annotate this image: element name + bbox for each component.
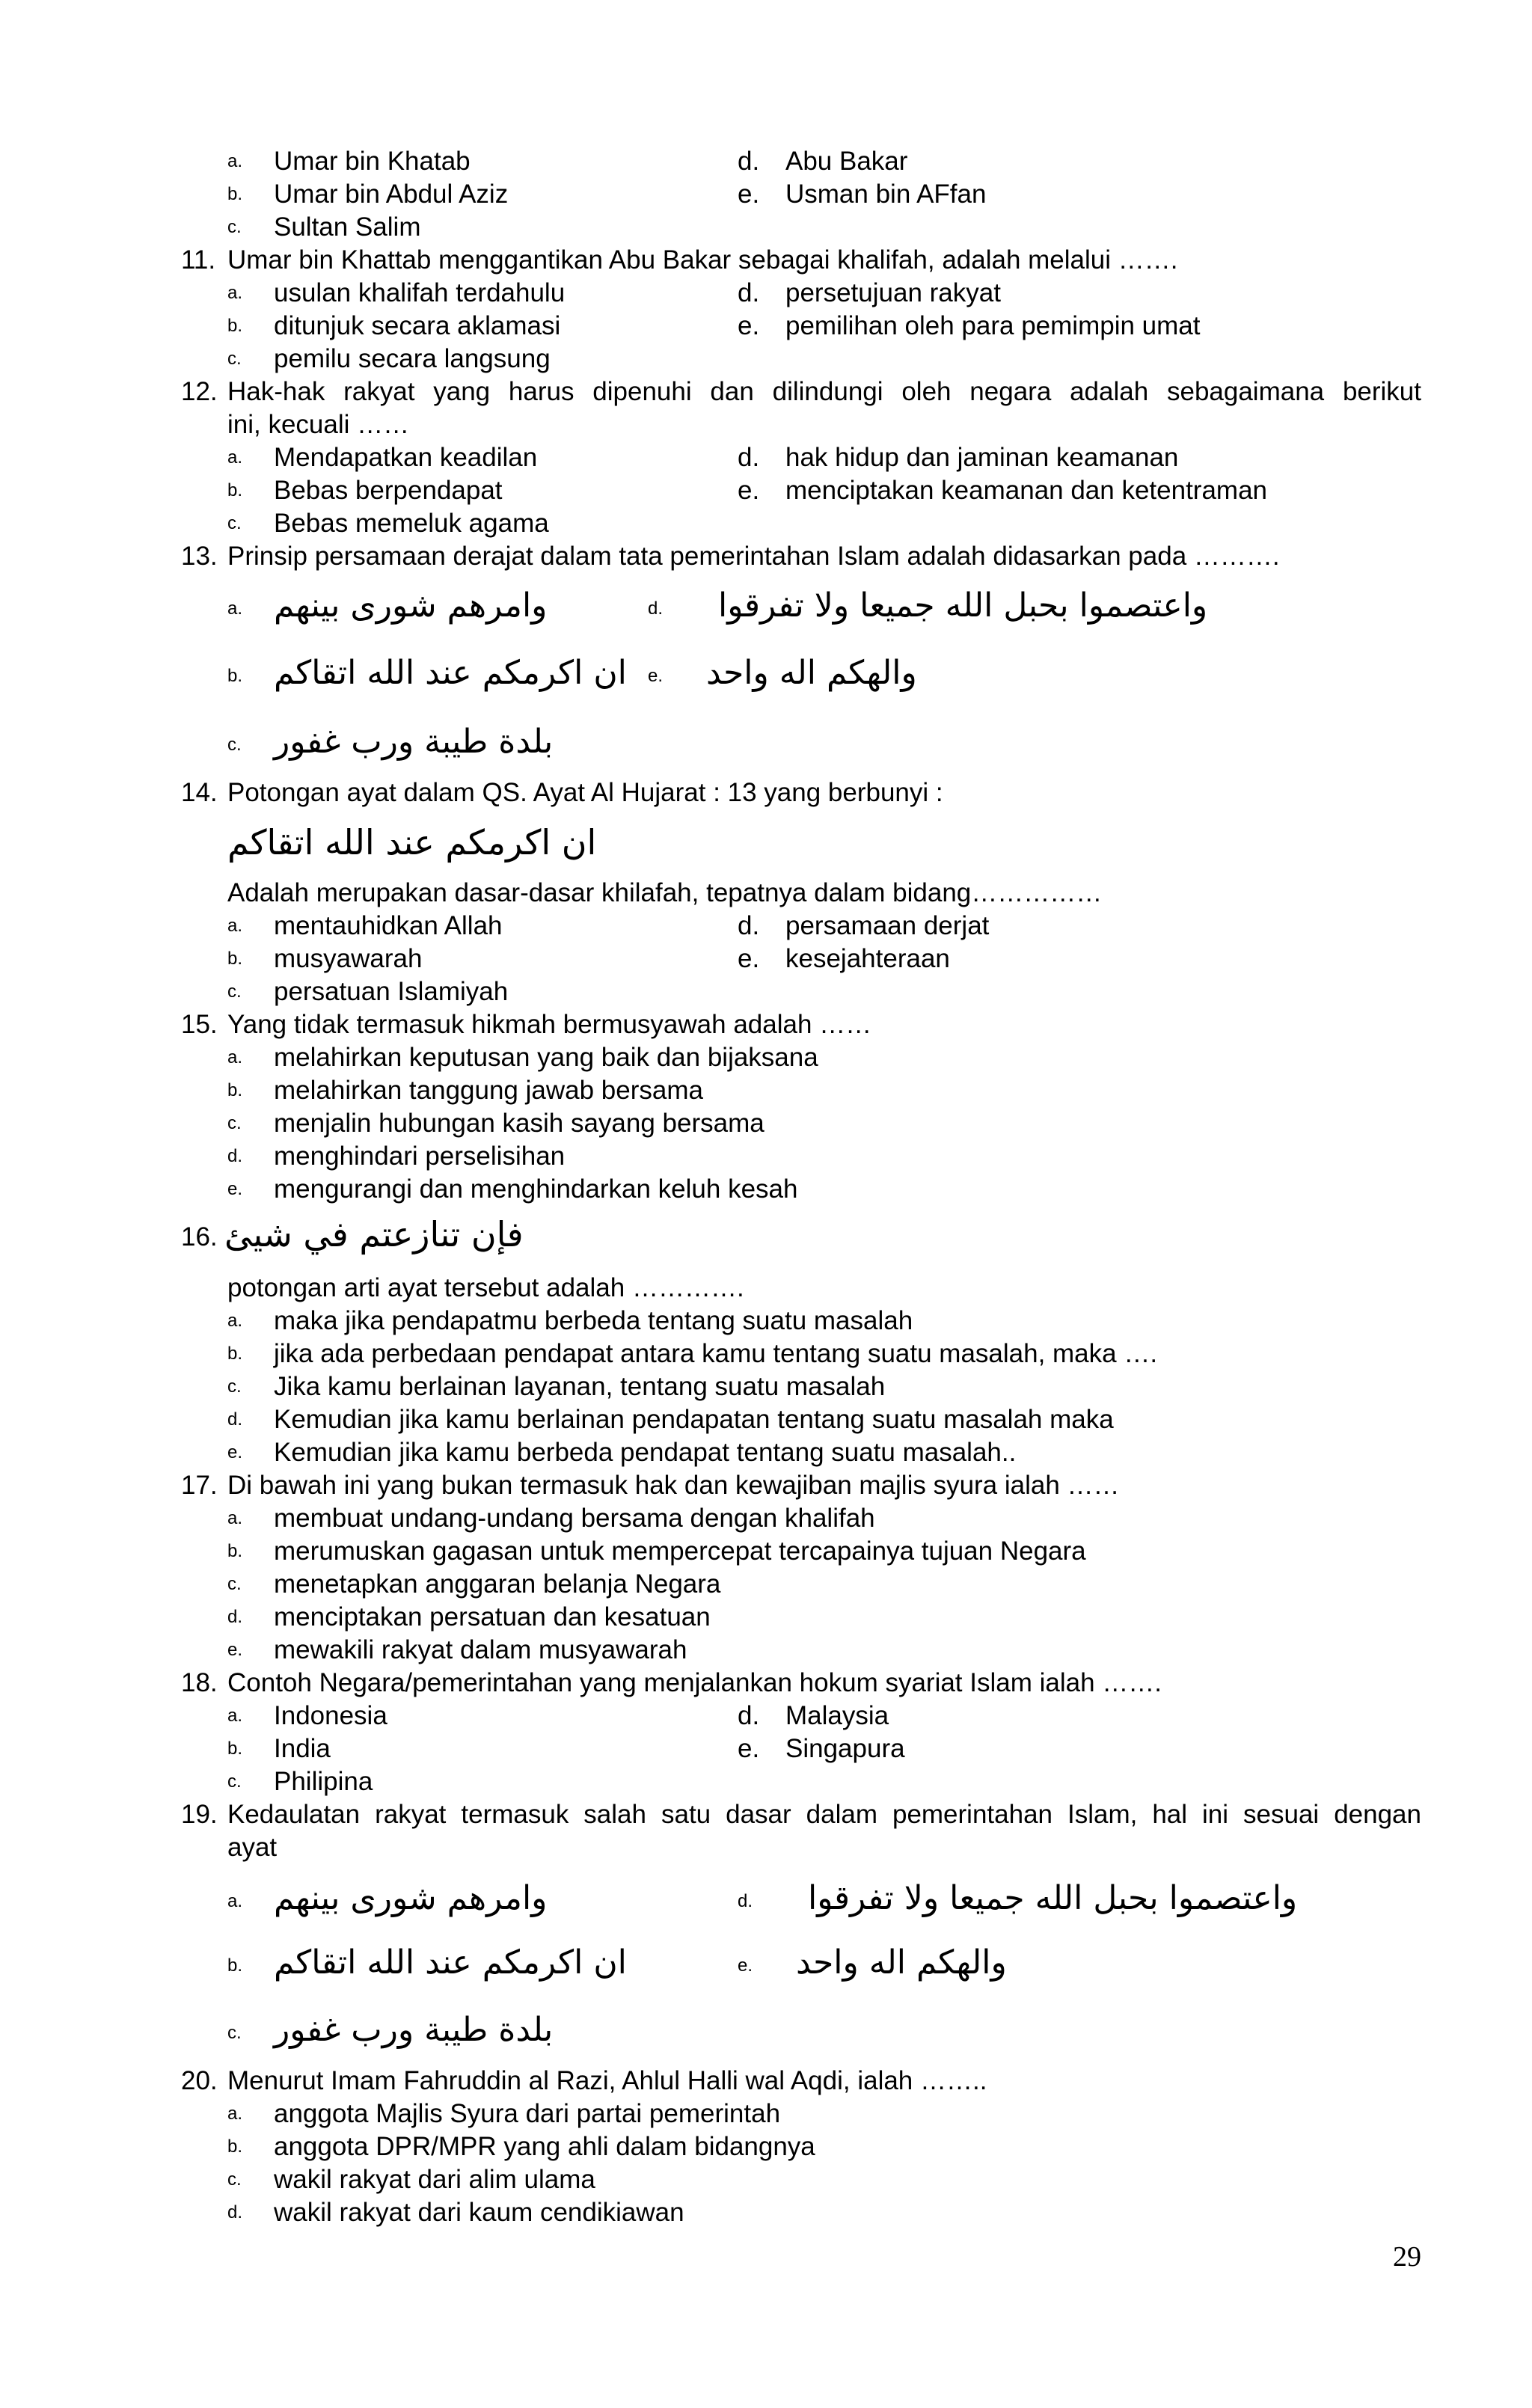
option-letter: c. xyxy=(227,2169,242,2190)
option-text: jika ada perbedaan pendapat antara kamu tentang suatu masalah, maka …. xyxy=(274,1339,1158,1368)
option-text: Usman bin AFfan xyxy=(785,180,987,209)
option-letter: e. xyxy=(738,1734,760,1763)
arabic-option: واعتصموا بحبل الله جميعا ولا تفرقوا xyxy=(718,586,1208,625)
option-text: wakil rakyat dari kaum cendikiawan xyxy=(274,2198,684,2227)
option-letter: d. xyxy=(227,2202,243,2222)
question-number: 18. xyxy=(181,1668,218,1697)
question-text: ayat xyxy=(227,1833,278,1862)
option-letter: d. xyxy=(227,1607,243,1627)
option-letter: b. xyxy=(227,1344,243,1364)
question-text: Prinsip persamaan derajat dalam tata pemerintahan Islam adalah didasarkan pada ………. xyxy=(227,542,1280,571)
option-text: pemilu secara langsung xyxy=(274,344,551,373)
question-number: 11. xyxy=(181,245,216,275)
option-letter: e. xyxy=(738,180,760,209)
option-text: Bebas berpendapat xyxy=(274,476,503,505)
option-letter: b. xyxy=(227,1541,243,1561)
option-text: Indonesia xyxy=(274,1701,387,1730)
option-text: hak hidup dan jaminan keamanan xyxy=(785,443,1179,472)
option-text: India xyxy=(274,1734,331,1763)
option-text: menetapkan anggaran belanja Negara xyxy=(274,1569,721,1599)
arabic-option: والهكم اله واحد xyxy=(706,654,917,692)
option-letter: c. xyxy=(227,981,242,1002)
question-text: Umar bin Khattab menggantikan Abu Bakar sebagai khalifah, adalah melalui ……. xyxy=(227,245,1178,275)
option-letter: a. xyxy=(227,1047,243,1067)
question-text: ini, kecuali …… xyxy=(227,410,410,439)
question-number: 17. xyxy=(181,1471,218,1500)
option-text: Philipina xyxy=(274,1767,373,1796)
option-text: pemilihan oleh para pemimpin umat xyxy=(785,311,1201,340)
option-letter: a. xyxy=(227,1508,243,1528)
option-text: Singapura xyxy=(785,1734,905,1763)
option-text: menciptakan persatuan dan kesatuan xyxy=(274,1602,711,1632)
option-letter: d. xyxy=(738,1891,753,1911)
option-letter: c. xyxy=(227,735,242,755)
arabic-verse: ان اكرمكم عند الله اتقاكم xyxy=(227,822,597,863)
option-text: anggota Majlis Syura dari partai pemerintah xyxy=(274,2099,781,2128)
option-letter: a. xyxy=(227,283,243,303)
option-text: Umar bin Abdul Aziz xyxy=(274,180,509,209)
option-letter: a. xyxy=(227,916,243,936)
option-letter: b. xyxy=(227,949,243,969)
option-letter: a. xyxy=(227,1311,243,1331)
question-text: Adalah merupakan dasar-dasar khilafah, tepatnya dalam bidang…………… xyxy=(227,878,1103,907)
question-number: 12. xyxy=(181,377,218,406)
option-letter: d. xyxy=(227,1146,243,1166)
option-letter: c. xyxy=(227,1376,242,1397)
option-letter: b. xyxy=(227,2136,243,2157)
option-text: mewakili rakyat dalam musyawarah xyxy=(274,1635,687,1664)
option-letter: d. xyxy=(227,1409,243,1430)
option-letter: d. xyxy=(738,911,760,940)
option-text: Kemudian jika kamu berbeda pendapat tentang suatu masalah.. xyxy=(274,1438,1017,1467)
option-text: Kemudian jika kamu berlainan pendapatan tentang suatu masalah maka xyxy=(274,1405,1114,1434)
option-letter: b. xyxy=(227,1955,243,1976)
option-text: merumuskan gagasan untuk mempercepat tercapainya tujuan Negara xyxy=(274,1537,1086,1566)
option-letter: d. xyxy=(738,1701,760,1730)
question-number: 13. xyxy=(181,542,218,571)
option-letter: e. xyxy=(738,944,760,973)
option-letter: a. xyxy=(227,1706,243,1726)
option-letter: a. xyxy=(227,447,243,468)
option-letter: e. xyxy=(738,1955,753,1976)
arabic-option: ان اكرمكم عند الله اتقاكم xyxy=(274,654,627,692)
option-letter: c. xyxy=(227,1771,242,1792)
option-text: mentauhidkan Allah xyxy=(274,911,503,940)
option-letter: e. xyxy=(227,1640,243,1660)
option-text: melahirkan tanggung jawab bersama xyxy=(274,1076,703,1105)
arabic-option: وامرهم شورى بينهم xyxy=(274,586,548,625)
question-number: 14. xyxy=(181,778,218,807)
option-text: Jika kamu berlainan layanan, tentang suatu masalah xyxy=(274,1372,886,1401)
option-letter: a. xyxy=(227,2104,243,2124)
option-letter: b. xyxy=(227,666,243,686)
question-number: 19. xyxy=(181,1800,218,1829)
option-letter: c. xyxy=(227,513,242,533)
option-letter: b. xyxy=(227,1080,243,1100)
option-text: Bebas memeluk agama xyxy=(274,509,549,538)
option-letter: d. xyxy=(738,147,760,176)
question-text: Yang tidak termasuk hikmah bermusyawah adalah …… xyxy=(227,1010,872,1039)
question-text: potongan arti ayat tersebut adalah …………. xyxy=(227,1273,744,1302)
option-text: Sultan Salim xyxy=(274,212,421,242)
option-letter: c. xyxy=(227,1574,242,1594)
arabic-option: وامرهم شورى بينهم xyxy=(274,1879,548,1917)
page-number: 29 xyxy=(1393,2241,1421,2273)
option-letter: d. xyxy=(648,598,664,619)
option-text: Umar bin Khatab xyxy=(274,147,471,176)
option-text: Malaysia xyxy=(785,1701,889,1730)
question-text: Menurut Imam Fahruddin al Razi, Ahlul Halli wal Aqdi, ialah …….. xyxy=(227,2066,987,2095)
option-text: persamaan derjat xyxy=(785,911,990,940)
option-text: mengurangi dan menghindarkan keluh kesah xyxy=(274,1174,798,1204)
option-letter: e. xyxy=(648,666,664,686)
arabic-option: بلدة طيبة ورب غفور xyxy=(274,2011,554,2049)
option-letter: a. xyxy=(227,598,243,619)
option-text: Mendapatkan keadilan xyxy=(274,443,538,472)
option-text: Abu Bakar xyxy=(785,147,908,176)
question-text: Kedaulatan rakyat termasuk salah satu dasar dalam pemerintahan Islam, hal ini sesuai dengan xyxy=(227,1800,1421,1829)
option-letter: e. xyxy=(738,311,760,340)
option-text: persatuan Islamiyah xyxy=(274,977,509,1006)
question-text: Hak-hak rakyat yang harus dipenuhi dan dilindungi oleh negara adalah sebagaimana berikut xyxy=(227,377,1421,406)
option-letter: c. xyxy=(227,217,242,237)
option-text: wakil rakyat dari alim ulama xyxy=(274,2165,595,2194)
option-letter: e. xyxy=(227,1442,243,1462)
option-text: anggota DPR/MPR yang ahli dalam bidangnya xyxy=(274,2132,815,2161)
question-number: 20. xyxy=(181,2066,218,2095)
question-text: Potongan ayat dalam QS. Ayat Al Hujarat : 13 yang berbunyi : xyxy=(227,778,943,807)
question-number: 16. xyxy=(181,1222,218,1252)
option-text: maka jika pendapatmu berbeda tentang suatu masalah xyxy=(274,1306,913,1335)
option-text: melahirkan keputusan yang baik dan bijaksana xyxy=(274,1043,818,1072)
option-text: menghindari perselisihan xyxy=(274,1142,566,1171)
arabic-option: والهكم اله واحد xyxy=(796,1943,1007,1982)
option-letter: d. xyxy=(738,278,760,307)
arabic-option: واعتصموا بحبل الله جميعا ولا تفرقوا xyxy=(808,1879,1298,1917)
question-text: Contoh Negara/pemerintahan yang menjalankan hokum syariat Islam ialah ……. xyxy=(227,1668,1162,1697)
arabic-option: ان اكرمكم عند الله اتقاكم xyxy=(274,1943,627,1982)
option-letter: b. xyxy=(227,316,243,336)
option-letter: c. xyxy=(227,2023,242,2043)
option-letter: b. xyxy=(227,184,243,204)
option-letter: a. xyxy=(227,1891,243,1911)
option-text: menciptakan keamanan dan ketentraman xyxy=(785,476,1268,505)
arabic-option: بلدة طيبة ورب غفور xyxy=(274,723,554,761)
option-text: menjalin hubungan kasih sayang bersama xyxy=(274,1109,765,1138)
option-text: usulan khalifah terdahulu xyxy=(274,278,566,307)
option-text: membuat undang-undang bersama dengan khalifah xyxy=(274,1504,875,1533)
option-letter: b. xyxy=(227,1738,243,1759)
option-text: ditunjuk secara aklamasi xyxy=(274,311,561,340)
option-letter: e. xyxy=(227,1179,243,1199)
question-text: Di bawah ini yang bukan termasuk hak dan kewajiban majlis syura ialah …… xyxy=(227,1471,1120,1500)
option-text: musyawarah xyxy=(274,944,423,973)
option-text: persetujuan rakyat xyxy=(785,278,1001,307)
option-letter: a. xyxy=(227,151,243,171)
question-number: 15. xyxy=(181,1010,218,1039)
option-letter: c. xyxy=(227,349,242,369)
option-text: kesejahteraan xyxy=(785,944,950,973)
option-letter: b. xyxy=(227,480,243,500)
option-letter: c. xyxy=(227,1113,242,1133)
option-letter: d. xyxy=(738,443,760,472)
arabic-verse: فإن تنازعتم في شيئ xyxy=(224,1214,524,1254)
option-letter: e. xyxy=(738,476,760,505)
